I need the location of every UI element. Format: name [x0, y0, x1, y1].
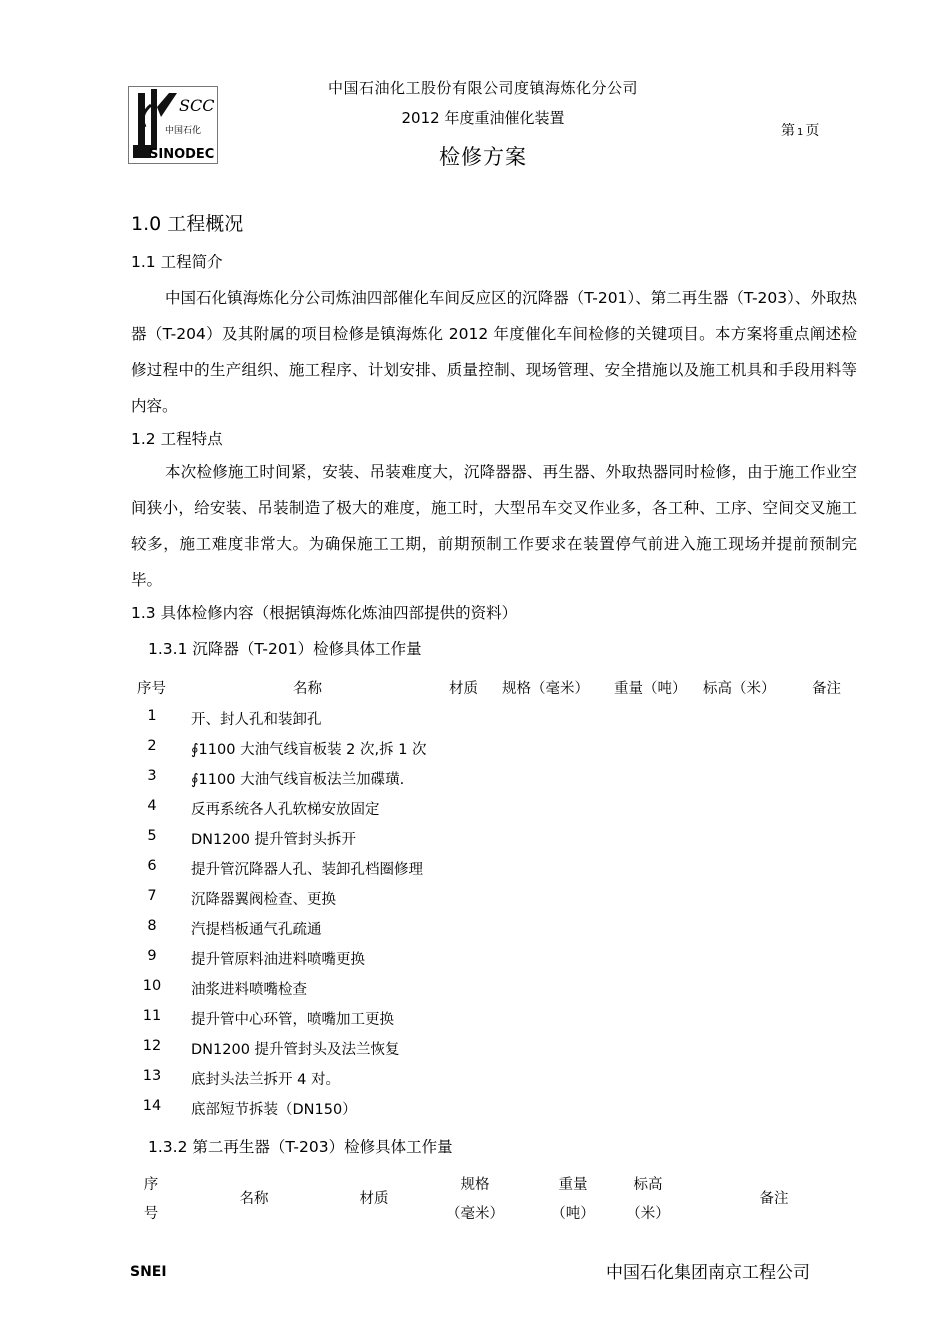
table1-header-note: 备注	[812, 681, 841, 697]
section-heading-1-3: 1.3 具体检修内容（根据镇海炼化炼油四部提供的资料）	[131, 604, 518, 622]
table2-header-note: 备注	[759, 1191, 789, 1207]
section-heading-1-2: 1.2 工程特点	[131, 430, 223, 448]
table1-header-weight: 重量（吨）	[614, 681, 687, 697]
svg-text:SINODEC: SINODEC	[149, 147, 215, 162]
table1-header-spec: 规格（毫米）	[502, 681, 589, 697]
table1-header-name: 名称	[293, 681, 322, 697]
company-name: 中国石油化工股份有限公司度镇海炼化分公司	[327, 79, 638, 97]
footer-code: SNEI	[130, 1264, 167, 1280]
page-number-label: 第 1 页	[781, 123, 820, 139]
document-title: 检修方案	[439, 145, 527, 169]
section-heading-1-1: 1.1 工程简介	[131, 253, 223, 271]
table2-header-elevation: 标高 （米）	[626, 1177, 670, 1222]
svg-text:中国石化: 中国石化	[165, 126, 202, 136]
section-heading-1-3-1: 1.3.1 沉降器（T-201）检修具体工作量	[148, 640, 422, 658]
footer-company: 中国石化集团南京工程公司	[606, 1263, 810, 1283]
table2-header-material: 材质	[359, 1191, 389, 1207]
paragraph-features: 本次检修施工时间紧，安装、吊装难度大，沉降器器、再生器、外取热器同时检修，由于施工作业空间狭小，给安装、吊装制造了极大的难度，施工时，大型吊车交叉作业多，各工种、工序、空间交叉施工较多，施工难度非常大。为确保施工工期，前期预制工作要求在装置停气前进入施工现场并提前预制完毕。	[131, 463, 857, 589]
table2-header-no: 序 号	[143, 1177, 159, 1222]
section-heading-1: 1.0 工程概况	[131, 213, 244, 235]
table2-header-weight: 重量 （吨）	[551, 1177, 595, 1222]
table1-header-material: 材质	[449, 681, 478, 697]
paragraph-overview: 中国石化镇海炼化分公司炼油四部催化车间反应区的沉降器（T-201）、第二再生器（T-203）、外取热器（T-204）及其附属的项目检修是镇海炼化 2012 年度催化车间检修的关键项目。本方案将重点阐述检修过程中的生产组织、施工程序、计划安排、质量控制、现场管理、安全措施以及施工机具和手段用料等内容。	[131, 289, 857, 415]
page-number: 1	[797, 127, 804, 138]
table2-header-name: 名称	[239, 1191, 269, 1207]
unit-name: 2012 年度重油催化装置	[401, 109, 565, 127]
table2-header-spec: 规格 （毫米）	[446, 1177, 504, 1222]
table1-header-no: 序号	[137, 681, 166, 697]
section-heading-1-3-2: 1.3.2 第二再生器（T-203）检修具体工作量	[148, 1138, 453, 1156]
table1-header-elevation: 标高（米）	[703, 681, 776, 697]
svg-text:SCC: SCC	[179, 96, 215, 115]
